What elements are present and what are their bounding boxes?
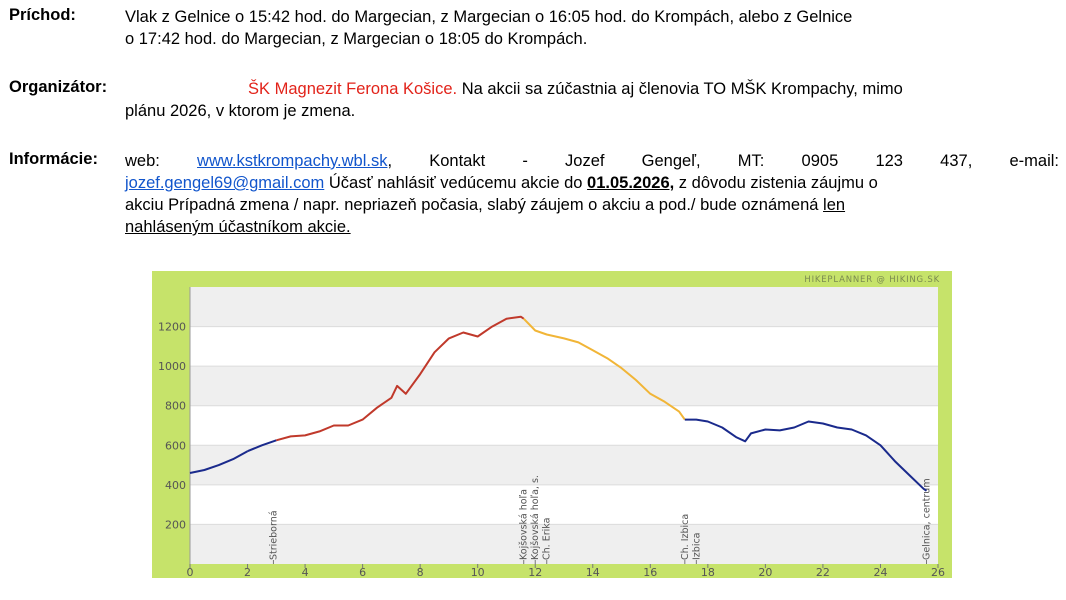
grid-band: [190, 287, 938, 327]
organizator-line-1-rest: Na akcii sa zúčastnia aj členovia TO MŠK Krompachy, mimo: [457, 80, 903, 98]
email-link[interactable]: jozef.gengel69@gmail.com: [125, 174, 325, 192]
organizator-line-2: plánu 2026, v ktorom je zmena.: [125, 102, 356, 120]
x-tick-label: 0: [186, 566, 194, 578]
web-link[interactable]: www.kstkrompachy.wbl.sk: [197, 152, 388, 170]
x-tick-label: 10: [470, 566, 485, 578]
informacie-label: Informácie:: [9, 150, 98, 168]
informacie-line-4: [125, 216, 1059, 238]
contact-text: , Kontakt - Jozef Gengeľ, MT: 0905 123 437, e-mail:: [387, 152, 1059, 170]
informacie-line-3: [125, 194, 1059, 216]
waypoint-label: Izbica: [691, 532, 703, 560]
organizator-line-1: [125, 78, 1059, 100]
x-tick-label: 2: [244, 566, 252, 578]
y-tick-label: 1200: [158, 320, 186, 334]
x-tick-label: 18: [700, 566, 715, 578]
web-prefix: web:: [125, 152, 160, 170]
x-tick-label: 12: [528, 566, 543, 578]
register-text: Účasť nahlásiť vedúcemu akcie do: [324, 174, 588, 192]
grid-band: [190, 524, 938, 564]
prichod-line-1: Vlak z Gelnice o 15:42 hod. do Margecian, z Margecian o 16:05 hod. do Krompách, alebo z Gelnice: [125, 8, 853, 26]
x-tick-label: 14: [585, 566, 600, 578]
elevation-chart-svg: [152, 271, 952, 578]
informacie-line-2: [125, 172, 1059, 194]
y-tick-label: 400: [165, 478, 186, 492]
informacie-text: [125, 150, 1059, 238]
grid-band: [190, 445, 938, 485]
informacie-line-1: [125, 150, 1059, 172]
x-tick-label: 20: [758, 566, 773, 578]
prichod-text: [125, 6, 1059, 50]
y-tick-label: 200: [165, 518, 186, 532]
y-tick-label: 600: [165, 439, 186, 453]
only-text: len: [823, 196, 846, 214]
reason-text: z dôvodu zistenia záujmu o: [674, 174, 878, 192]
organizator-label: Organizátor:: [9, 78, 108, 96]
x-tick-label: 26: [931, 566, 945, 578]
x-tick-label: 6: [359, 566, 367, 578]
x-tick-label: 22: [815, 566, 830, 578]
prichod-label: Príchod:: [9, 6, 76, 24]
x-tick-label: 16: [643, 566, 658, 578]
waypoint-label: Gelnica, centrum: [921, 478, 933, 560]
y-tick-label: 1000: [158, 360, 186, 374]
grid-band: [190, 366, 938, 406]
elevation-profile-chart: [152, 271, 952, 578]
plot-area: [190, 287, 938, 564]
registered-participants-text: nahláseným účastníkom akcie.: [125, 218, 351, 236]
x-tick-label: 24: [873, 566, 888, 578]
waypoint-label: Kojšovská hoľa, s.: [530, 475, 542, 560]
waypoint-label: Strieborná: [268, 510, 280, 560]
x-tick-label: 4: [301, 566, 309, 578]
chart-watermark: HIKEPLANNER @ HIKING.SK: [804, 275, 940, 285]
waypoint-label: Ch. Izbica: [679, 513, 691, 560]
prichod-line-2: o 17:42 hod. do Margecian, z Margecian o 18:05 do Krompách.: [125, 30, 588, 48]
change-notice-text: akciu Prípadná zmena / napr. nepriazeň počasia, slabý záujem o akciu a pod./ bude oznámená: [125, 196, 824, 214]
organizer-club-name: ŠK Magnezit Ferona Košice.: [248, 80, 458, 98]
waypoint-label: Ch. Erika: [541, 517, 553, 560]
x-tick-label: 8: [416, 566, 424, 578]
deadline-date: 01.05.2026,: [587, 174, 675, 192]
organizator-text: [125, 78, 1059, 122]
y-tick-label: 800: [165, 399, 186, 413]
waypoint-label: Kojšovská hoľa: [518, 489, 530, 560]
